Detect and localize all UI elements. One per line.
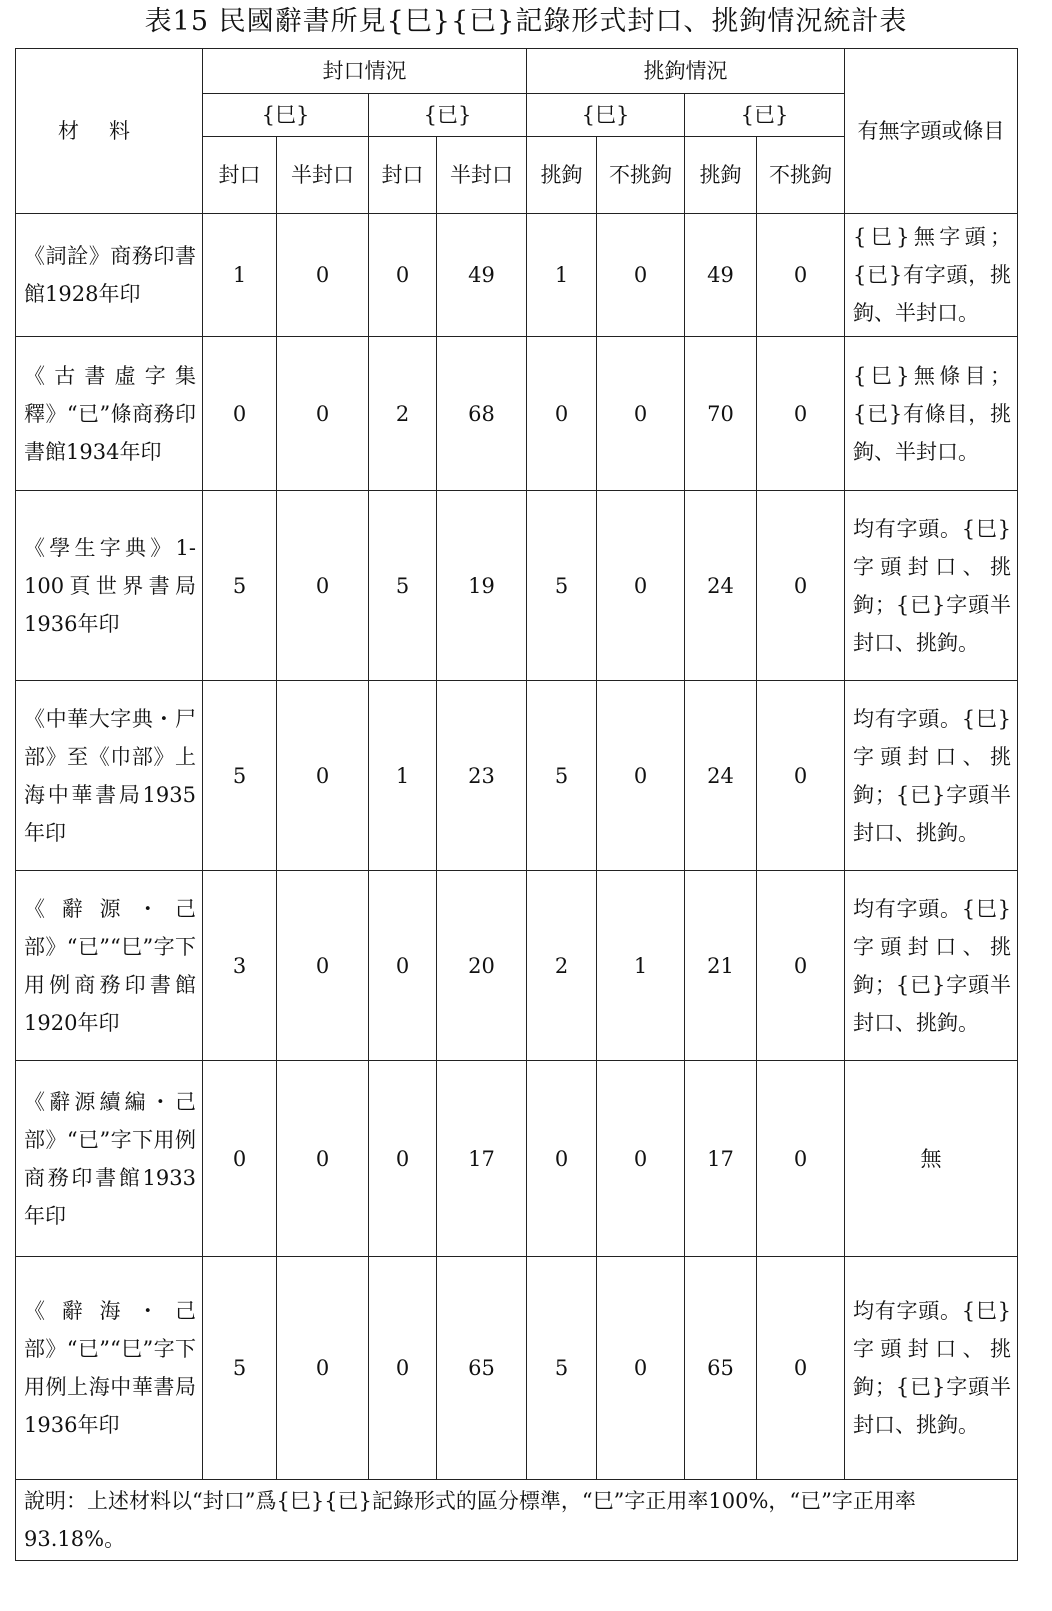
value-cell: 0	[369, 1257, 437, 1480]
value-cell: 5	[203, 1257, 277, 1480]
table-title: 表15 民國辭書所見{巳}{已}記錄形式封口、挑鉤情況統計表	[144, 6, 908, 37]
table-row	[16, 491, 1018, 681]
header-tiaogou: 挑鉤	[527, 137, 597, 214]
value-cell: 0	[597, 214, 685, 337]
remark-cell: 均有字頭。{巳}字頭封口、挑鉤；{已}字頭半封口、挑鉤。	[845, 1257, 1018, 1480]
material-cell: 《辭源・己部》“已”“巳”字下用例商務印書館1920年印	[16, 871, 203, 1061]
value-cell: 1	[369, 681, 437, 871]
value-cell: 0	[277, 1061, 369, 1257]
value-cell: 0	[277, 491, 369, 681]
value-cell: 0	[597, 491, 685, 681]
remark-cell: {巳}無字頭；{已}有字頭，挑鉤、半封口。	[845, 214, 1018, 337]
value-cell: 19	[437, 491, 527, 681]
table-row	[16, 214, 1018, 337]
header-tiaogou-group: 挑鉤情況	[527, 49, 845, 94]
material-cell: 《辭源續編・己部》“已”字下用例商務印書館1933年印	[16, 1061, 203, 1257]
value-cell: 5	[527, 681, 597, 871]
header-tiaogou: 挑鉤	[685, 137, 757, 214]
header-remark: 有無字頭或條目	[845, 49, 1018, 214]
value-cell: 17	[437, 1061, 527, 1257]
table-row	[16, 871, 1018, 1061]
header-ban-fengkou: 半封口	[277, 137, 369, 214]
value-cell: 1	[527, 214, 597, 337]
value-cell: 5	[203, 681, 277, 871]
material-cell: 《辭海・己部》“已”“巳”字下用例上海中華書局1936年印	[16, 1257, 203, 1480]
value-cell: 0	[757, 337, 845, 491]
value-cell: 2	[527, 871, 597, 1061]
value-cell: 2	[369, 337, 437, 491]
header-tiaogou-si: {巳}	[527, 94, 685, 137]
value-cell: 65	[685, 1257, 757, 1480]
value-cell: 0	[597, 1061, 685, 1257]
table-row	[16, 1257, 1018, 1480]
header-fengkou-si: {巳}	[203, 94, 369, 137]
header-ban-fengkou: 半封口	[437, 137, 527, 214]
value-cell: 70	[685, 337, 757, 491]
material-cell: 《中華大字典・尸部》至《巾部》上海中華書局1935年印	[16, 681, 203, 871]
value-cell: 0	[277, 681, 369, 871]
value-cell: 5	[203, 491, 277, 681]
value-cell: 65	[437, 1257, 527, 1480]
value-cell: 0	[757, 1061, 845, 1257]
table-row	[16, 337, 1018, 491]
value-cell: 24	[685, 681, 757, 871]
value-cell: 1	[203, 214, 277, 337]
value-cell: 5	[527, 1257, 597, 1480]
value-cell: 0	[597, 681, 685, 871]
value-cell: 0	[277, 337, 369, 491]
remark-cell: 均有字頭。{巳}字頭封口、挑鉤；{已}字頭半封口、挑鉤。	[845, 681, 1018, 871]
header-material: 材料	[16, 49, 203, 214]
value-cell: 5	[369, 491, 437, 681]
value-cell: 0	[757, 491, 845, 681]
value-cell: 0	[757, 214, 845, 337]
value-cell: 0	[527, 1061, 597, 1257]
value-cell: 20	[437, 871, 527, 1061]
remark-cell: 無	[845, 1061, 1018, 1257]
value-cell: 0	[597, 337, 685, 491]
value-cell: 0	[277, 214, 369, 337]
value-cell: 0	[597, 1257, 685, 1480]
header-fengkou: 封口	[203, 137, 277, 214]
material-cell: 《詞詮》商務印書館1928年印	[16, 214, 203, 337]
value-cell: 0	[527, 337, 597, 491]
value-cell: 0	[369, 214, 437, 337]
header-bu-tiaogou: 不挑鉤	[757, 137, 845, 214]
value-cell: 49	[685, 214, 757, 337]
value-cell: 23	[437, 681, 527, 871]
value-cell: 24	[685, 491, 757, 681]
material-cell: 《學生字典》1-100頁世界書局1936年印	[16, 491, 203, 681]
value-cell: 0	[757, 871, 845, 1061]
table-note: 說明：上述材料以“封口”爲{巳}{已}記錄形式的區分標準，“巳”字正用率100%，“已”字正用率93.18%。	[16, 1480, 1018, 1561]
header-fengkou: 封口	[369, 137, 437, 214]
header-fengkou-group: 封口情況	[203, 49, 527, 94]
header-fengkou-yi: {已}	[369, 94, 527, 137]
value-cell: 0	[369, 871, 437, 1061]
value-cell: 0	[369, 1061, 437, 1257]
statistics-table	[15, 48, 1018, 1561]
header-tiaogou-yi: {已}	[685, 94, 845, 137]
material-cell: 《古書虛字集釋》“已”條商務印書館1934年印	[16, 337, 203, 491]
value-cell: 1	[597, 871, 685, 1061]
value-cell: 17	[685, 1061, 757, 1257]
value-cell: 0	[203, 337, 277, 491]
value-cell: 0	[277, 871, 369, 1061]
remark-cell: 均有字頭。{巳}字頭封口、挑鉤；{已}字頭半封口、挑鉤。	[845, 491, 1018, 681]
value-cell: 0	[277, 1257, 369, 1480]
value-cell: 49	[437, 214, 527, 337]
value-cell: 0	[757, 681, 845, 871]
header-bu-tiaogou: 不挑鉤	[597, 137, 685, 214]
remark-cell: 均有字頭。{巳}字頭封口、挑鉤；{已}字頭半封口、挑鉤。	[845, 871, 1018, 1061]
value-cell: 21	[685, 871, 757, 1061]
value-cell: 0	[757, 1257, 845, 1480]
value-cell: 0	[203, 1061, 277, 1257]
table-row	[16, 1061, 1018, 1257]
value-cell: 68	[437, 337, 527, 491]
table-row	[16, 681, 1018, 871]
value-cell: 5	[527, 491, 597, 681]
remark-cell: {巳}無條目；{已}有條目，挑鉤、半封口。	[845, 337, 1018, 491]
value-cell: 3	[203, 871, 277, 1061]
